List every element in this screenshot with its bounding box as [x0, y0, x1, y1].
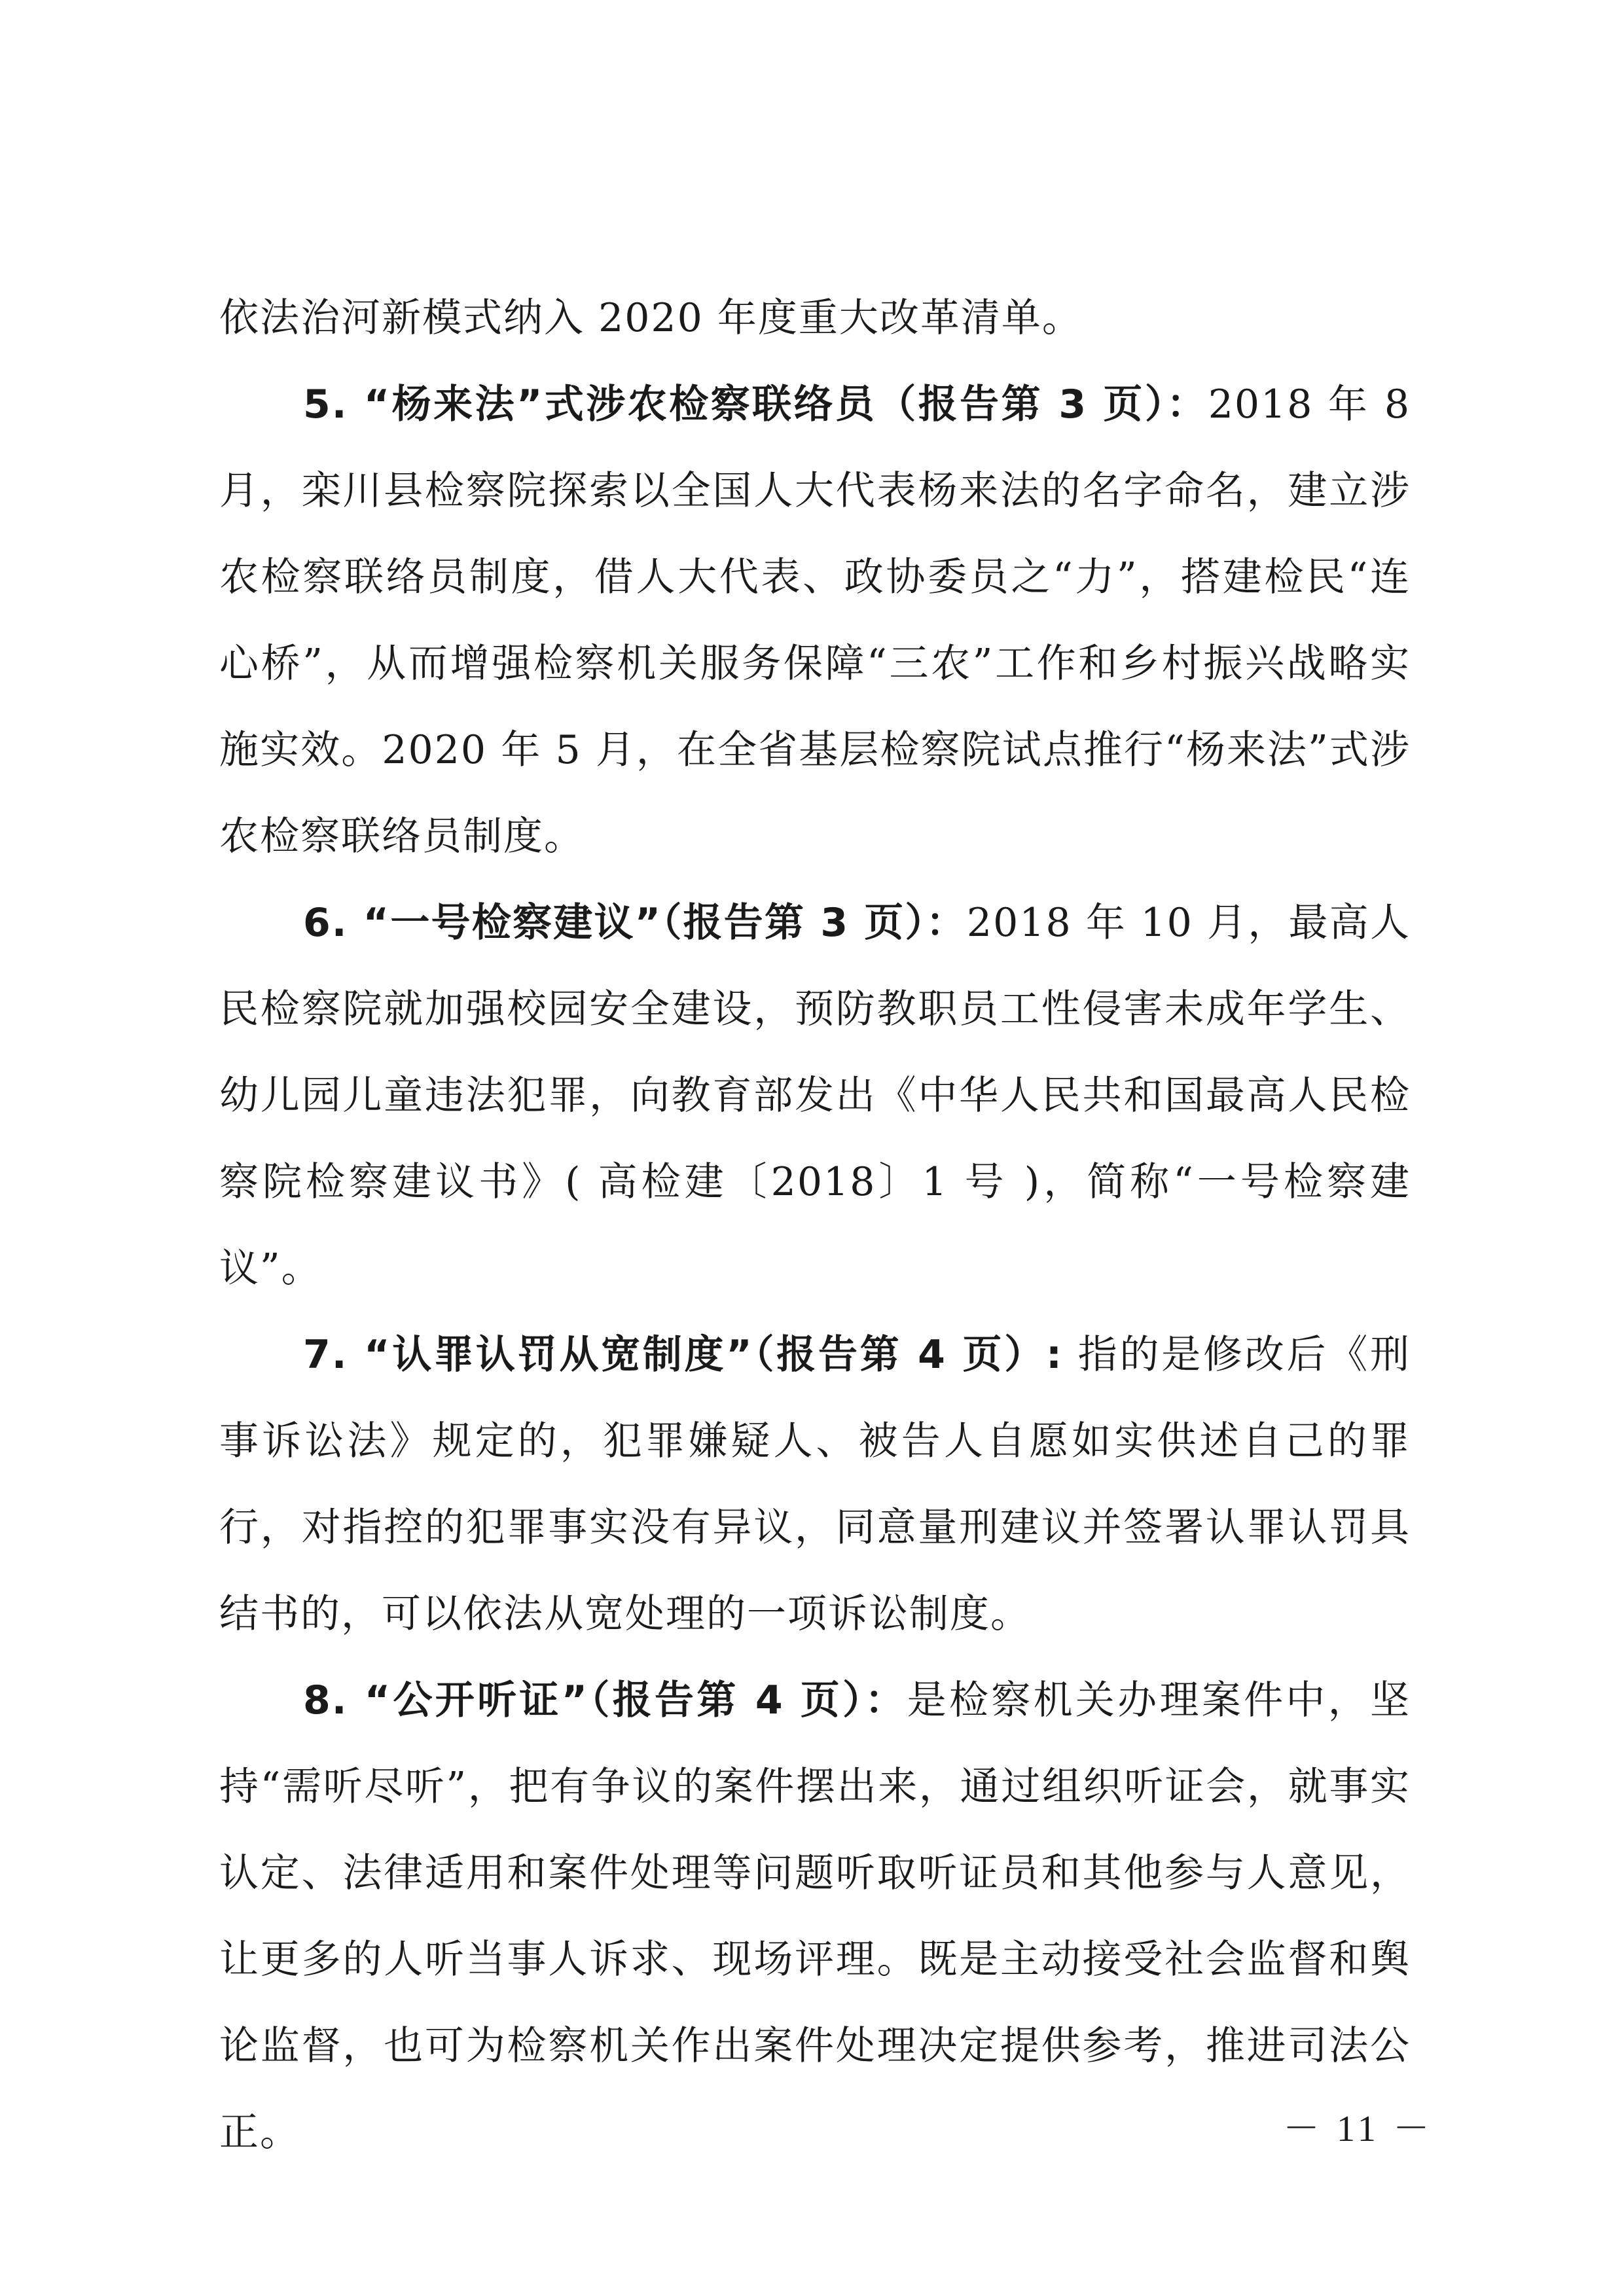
- entry-paragraph-8: [219, 1657, 1411, 2176]
- entry-body-8: 是检察机关办理案件中，坚持“需听尽听”，把有争议的案件摆出来，通过组织听证会，就事实认定、法律适用和案件处理等问题听取听证员和其他参与人意见，让更多的人听当事人诉求、现场评理。既是主动接受社会监督和舆论监督，也可为检察机关作出案件处理决定提供参考，推进司法公正。: [219, 1677, 1411, 2155]
- entry-term-7: 7. “认罪认罚从宽制度”（报告第 4 页）:: [303, 1332, 1063, 1378]
- continuation-paragraph: 依法治河新模式纳入 2020 年度重大改革清单。: [219, 295, 1083, 341]
- entry-body-6: 2018 年 10 月，最高人民检察院就加强校园安全建设，预防教职员工性侵害未成年学生、幼儿园儿童违法犯罪，向教育部发出《中华人民共和国最高人民检察院检察建议书》( 高检建〔2018〕1 号 )，简称“一号检察建议”。: [219, 900, 1411, 1291]
- entry-paragraph-5: [219, 361, 1411, 880]
- entry-body-5: 2018 年 8 月，栾川县检察院探索以全国人大代表杨来法的名字命名，建立涉农检察联络员制度，借人大代表、政协委员之“力”，搭建检民“连心桥”，从而增强检察机关服务保障“三农”工作和乡村振兴战略实施实效。2020 年 5 月，在全省基层检察院试点推行“杨来法”式涉农检察联络员制度。: [219, 382, 1411, 859]
- entry-term-6: 6. “一号检察建议”（报告第 3 页）：: [303, 900, 967, 946]
- entry-paragraph-6: [219, 880, 1411, 1312]
- document-body: [219, 275, 1411, 2176]
- page-number: － 11 －: [1283, 2109, 1434, 2149]
- entry-paragraph-7: [219, 1312, 1411, 1657]
- entry-term-8: 8. “公开听证”（报告第 4 页）：: [303, 1677, 907, 1723]
- entry-body-7: 指的是修改后《刑事诉讼法》规定的，犯罪嫌疑人、被告人自愿如实供述自己的罪行，对指控的犯罪事实没有异议，同意量刑建议并签署认罪认罚具结书的，可以依法从宽处理的一项诉讼制度。: [219, 1332, 1411, 1637]
- entry-term-5: 5. “杨来法”式涉农检察联络员（报告第 3 页）：: [303, 382, 1208, 427]
